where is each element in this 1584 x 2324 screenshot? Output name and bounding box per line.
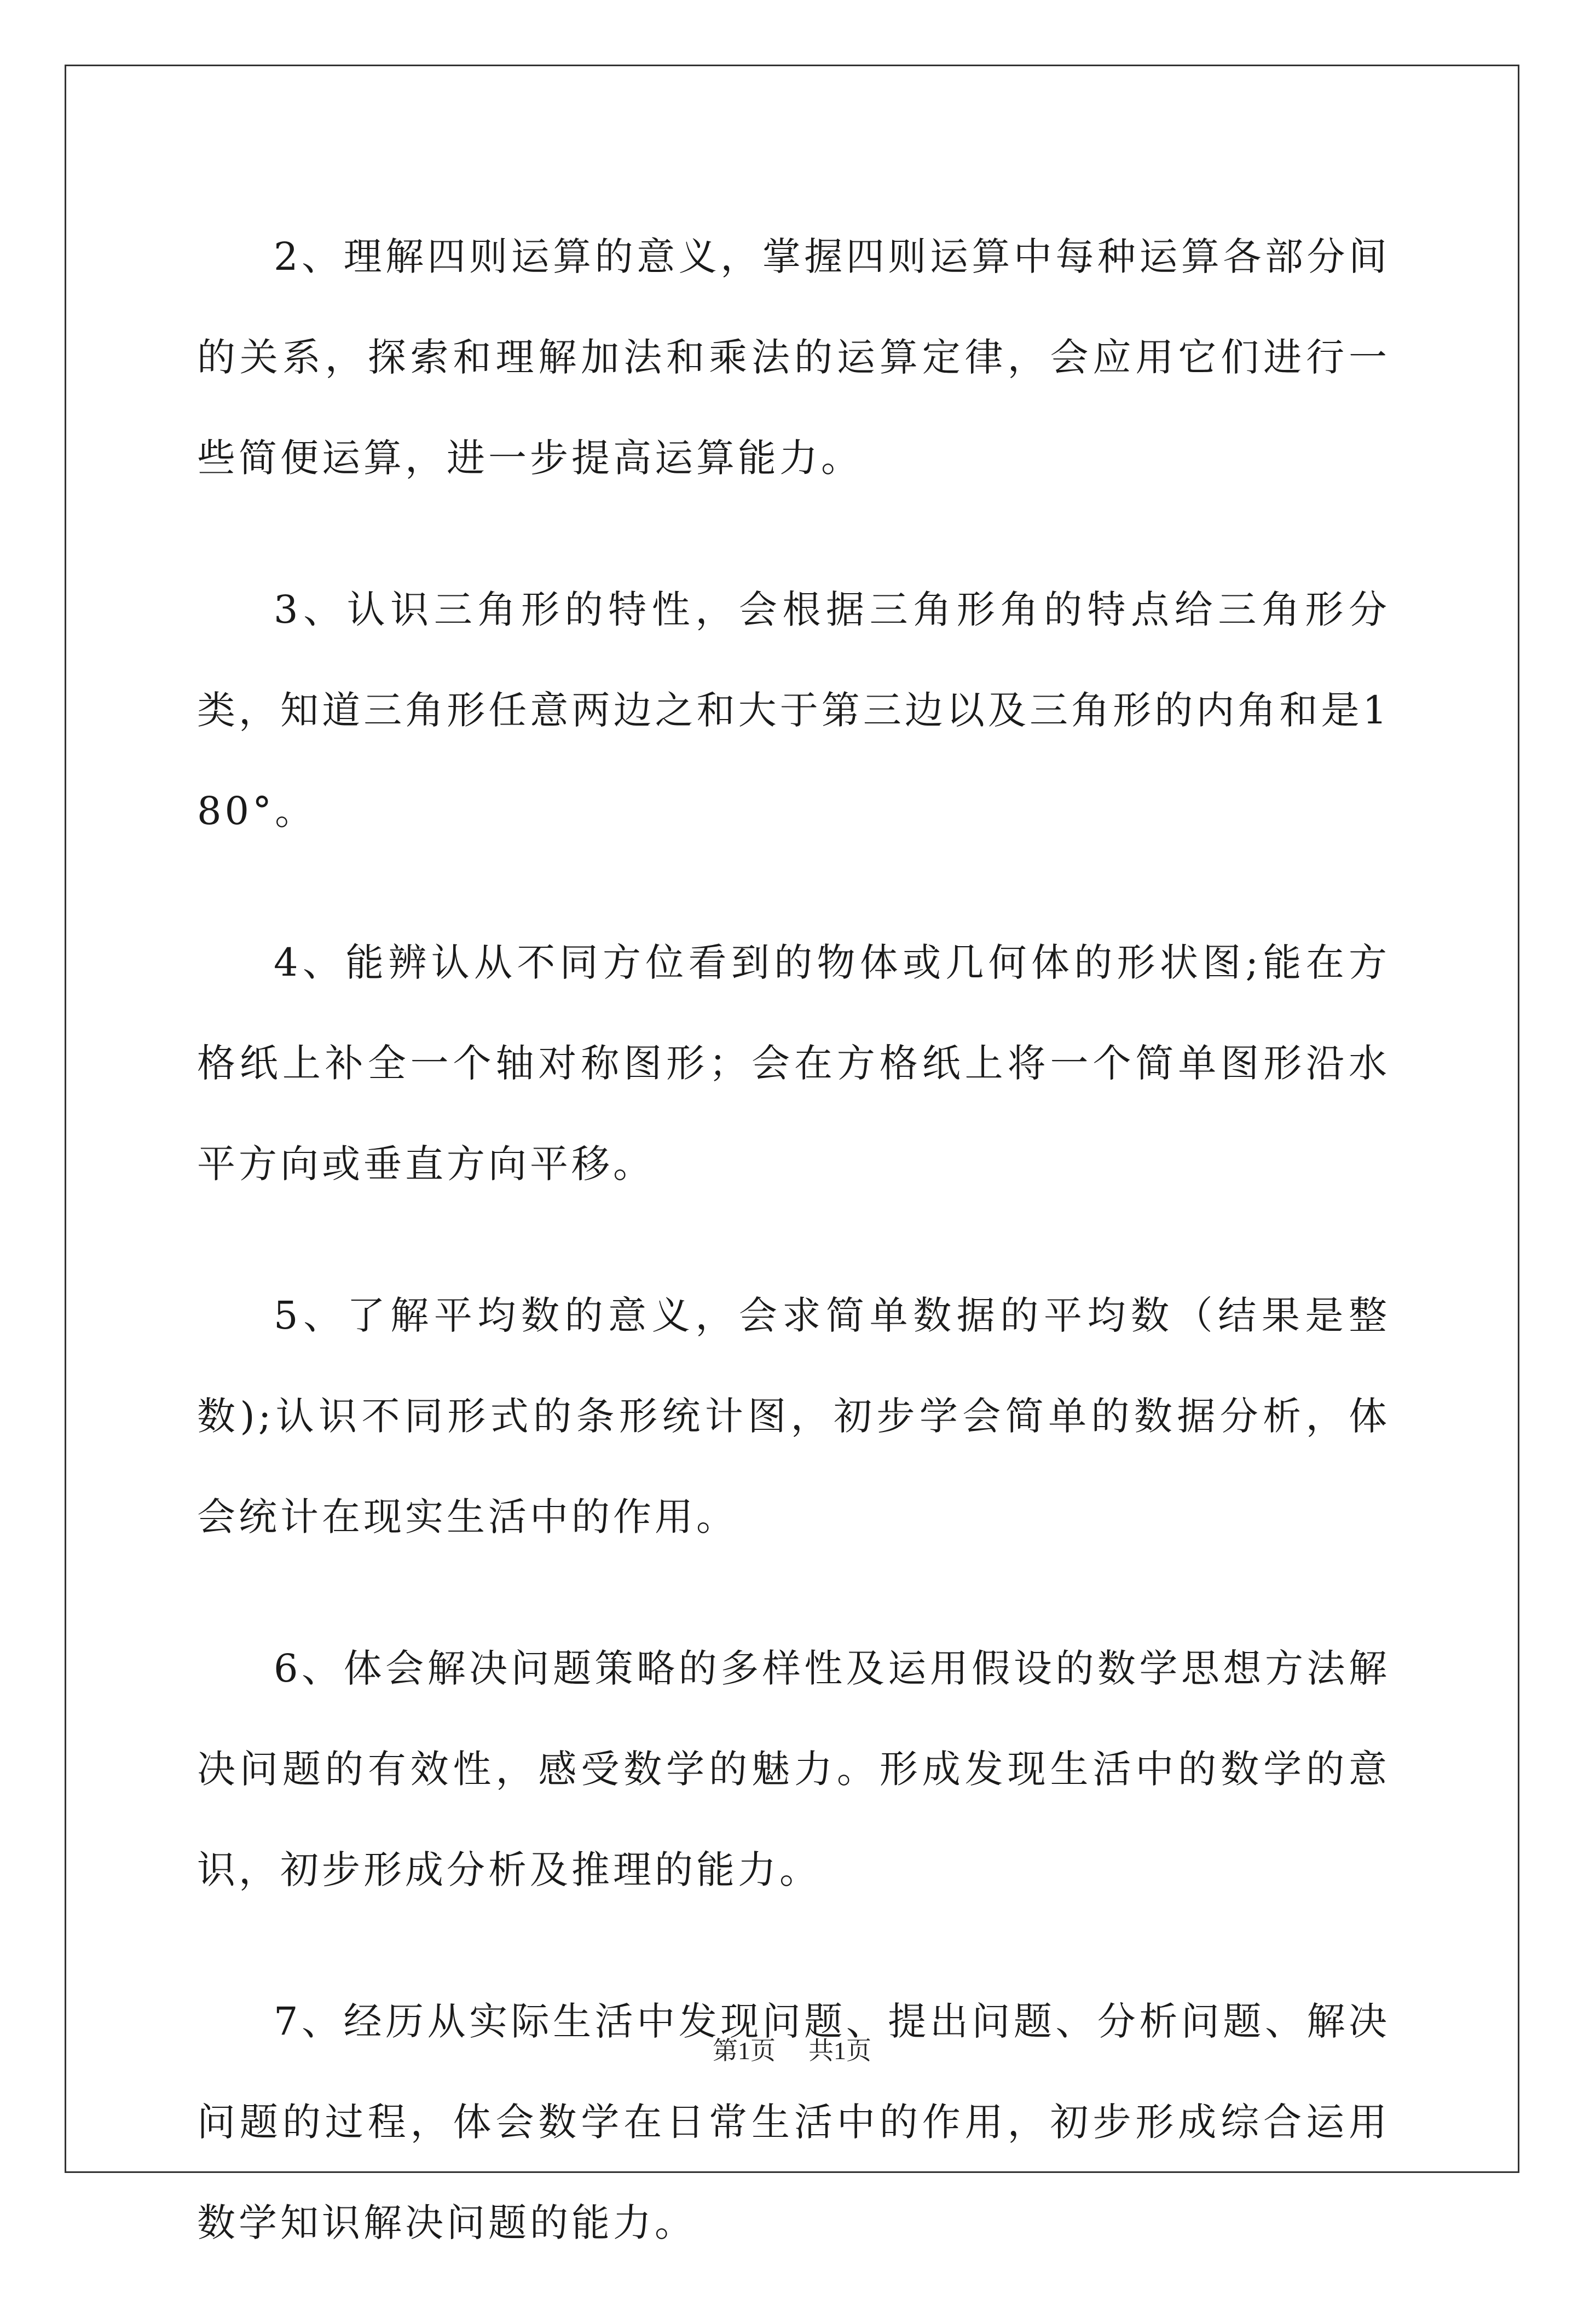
- paragraph-6: 6、体会解决问题策略的多样性及运用假设的数学思想方法解决问题的有效性，感受数学的魅力。形成发现生活中的数学的意识，初步形成分析及推理的能力。: [197, 1646, 1390, 1892]
- page-number: 第1页: [713, 2037, 776, 2065]
- paragraph-5: 5、了解平均数的意义，会求简单数据的平均数（结果是整数);认识不同形式的条形统计图，初步学会简单的数据分析，体会统计在现实生活中的作用。: [197, 1293, 1390, 1539]
- paragraph-7: 7、经历从实际生活中发现问题、提出问题、分析问题、解决问题的过程，体会数学在日常生活中的作用，初步形成综合运用数学知识解决问题的能力。: [197, 1999, 1390, 2245]
- document-body: [197, 206, 1390, 2324]
- page-total: 共1页: [808, 2037, 871, 2065]
- page-footer: [0, 2035, 1584, 2067]
- paragraph-4: 4、能辨认从不同方位看到的物体或几何体的形状图;能在方格纸上补全一个轴对称图形；会在方格纸上将一个简单图形沿水平方向或垂直方向平移。: [197, 940, 1390, 1186]
- paragraph-3: 3、认识三角形的特性，会根据三角形角的特点给三角形分类，知道三角形任意两边之和大于第三边以及三角形的内角和是180°。: [197, 587, 1390, 833]
- paragraph-2: 2、理解四则运算的意义，掌握四则运算中每种运算各部分间的关系，探索和理解加法和乘法的运算定律，会应用它们进行一些简便运算，进一步提高运算能力。: [197, 234, 1390, 480]
